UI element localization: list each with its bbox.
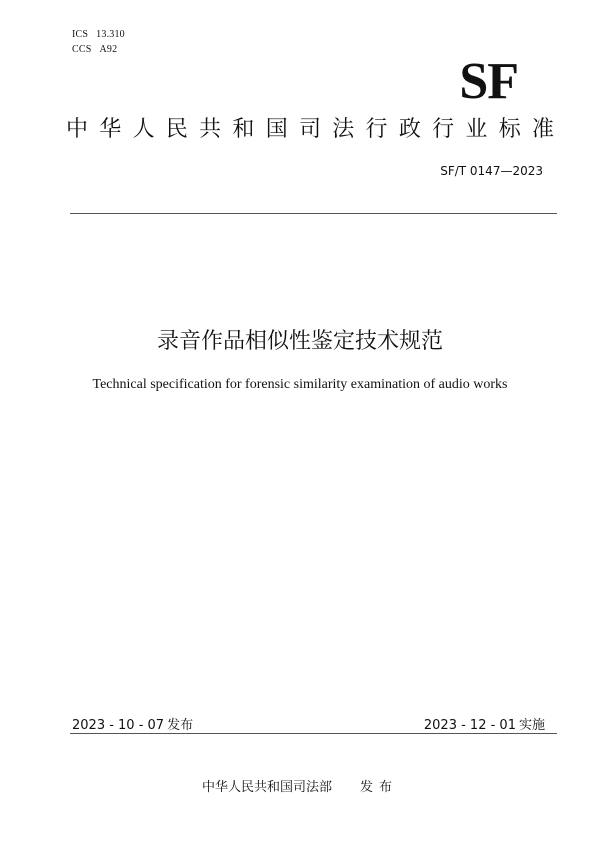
ics-label: ICS (72, 29, 89, 40)
ics-code (72, 29, 125, 40)
standard-number: SF/T 0147—2023 (440, 164, 543, 178)
ics-value: 13.310 (96, 29, 125, 40)
document-title-chinese: 录音作品相似性鉴定技术规范 (156, 329, 443, 354)
sf-logo: SF (459, 53, 518, 110)
publisher-action: 发布 (360, 780, 399, 795)
publish-date: 2023 - 10 - 07 (72, 718, 165, 733)
footer-divider (70, 733, 557, 734)
document-title-english: Technical specification for forensic similarity examination of audio works (92, 377, 508, 392)
publisher-line (0, 776, 600, 795)
ccs-value: A92 (99, 44, 118, 55)
ccs-label: CCS (72, 44, 92, 55)
publish-label: 发布 (167, 718, 194, 733)
implement-date: 2023 - 12 - 01 (423, 718, 516, 733)
header-divider (70, 213, 557, 214)
implement-date-line (424, 714, 545, 733)
standard-type-heading: 中华人民共和国司法行政行业标准 (66, 117, 554, 142)
implement-label: 实施 (518, 718, 545, 733)
publish-date-line (72, 714, 193, 733)
ccs-code (72, 44, 117, 55)
publisher-name: 中华人民共和国司法部 (201, 780, 332, 795)
